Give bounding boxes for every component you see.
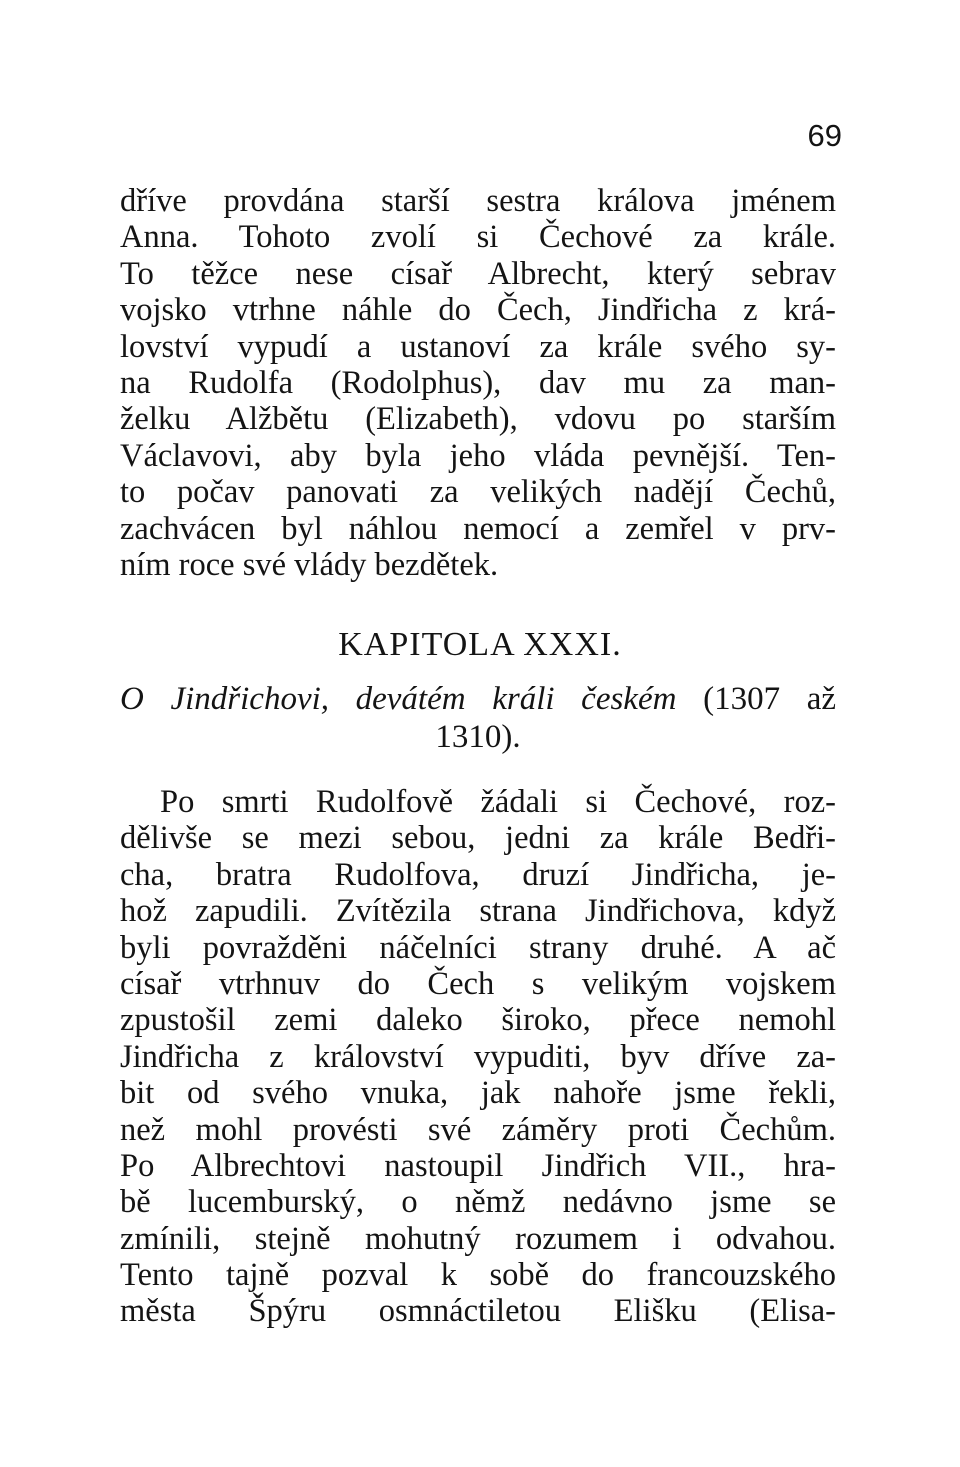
chapter-heading: KAPITOLA XXXI. bbox=[338, 626, 622, 663]
text-line: Jindřicha z království vypuditi, byv dříve za- bbox=[120, 1038, 836, 1075]
text-line: zachvácen byl náhlou nemocí a zemřel v prv- bbox=[120, 510, 836, 547]
text-line: To těžce nese císař Albrecht, který sebrav bbox=[120, 255, 836, 292]
text-line: než mohl provésti své záměry proti Čechům. bbox=[120, 1111, 836, 1148]
page-number: 69 bbox=[807, 118, 842, 153]
text-line: ním roce své vlády bezdětek. bbox=[120, 546, 499, 583]
text-line: Tento tajně pozval k sobě do francouzského bbox=[120, 1257, 836, 1294]
text-line: Po smrti Rudolfově žádali si Čechové, roz- bbox=[160, 784, 836, 820]
text-line: lovství vypudí a ustanoví za krále svého sy- bbox=[120, 328, 836, 365]
text-line: dělivše se mezi sebou, jedni za krále Bedři- bbox=[120, 820, 836, 857]
text-line: byli povražděni náčelníci strany druhé. A ač bbox=[120, 929, 836, 966]
text-line: vojsko vtrhne náhle do Čech, Jindřicha z krá- bbox=[120, 292, 836, 329]
text-line: Václavovi, aby byla jeho vláda pevnější. Ten- bbox=[120, 437, 836, 474]
text-line: města Špýru osmnáctiletou Elišku (Elisa- bbox=[120, 1293, 836, 1330]
subtitle-italic: O Jindřichovi, devátém králi českém bbox=[120, 681, 677, 717]
text-line: hož zapudili. Zvítězila strana Jindřichova, když bbox=[120, 893, 836, 930]
paragraph-2 bbox=[120, 784, 836, 1330]
text-line: zmínili, stejně mohutný rozumem i odvahou. bbox=[120, 1220, 836, 1257]
text-line: zpustošil zemi daleko široko, přece nemohl bbox=[120, 1002, 836, 1039]
text-line: želku Alžbětu (Elizabeth), vdovu po starším bbox=[120, 401, 836, 438]
text-line: bit od svého vnuka, jak nahoře jsme řekli, bbox=[120, 1075, 836, 1112]
text-line: Po Albrechtovi nastoupil Jindřich VII., hra- bbox=[120, 1147, 836, 1184]
chapter-subtitle bbox=[120, 680, 836, 756]
subtitle-years-end: 1310). bbox=[435, 719, 521, 755]
subtitle-years-start: (1307 až bbox=[703, 681, 836, 717]
text-line: císař vtrhnuv do Čech s velikým vojskem bbox=[120, 965, 836, 1002]
text-line: cha, bratra Rudolfova, druzí Jindřicha, je- bbox=[120, 856, 836, 893]
paragraph-1 bbox=[120, 183, 836, 583]
text-line: to počav panovati za velikých nadějí Čechů, bbox=[120, 474, 836, 511]
text-line: Anna. Tohoto zvolí si Čechové za krále. bbox=[120, 219, 836, 256]
subtitle-line-1 bbox=[120, 680, 836, 718]
text-line: bě lucemburský, o němž nedávno jsme se bbox=[120, 1184, 836, 1221]
text-line: dříve provdána starší sestra králova jménem bbox=[120, 183, 836, 219]
text-line: na Rudolfa (Rodolphus), dav mu za man- bbox=[120, 364, 836, 401]
